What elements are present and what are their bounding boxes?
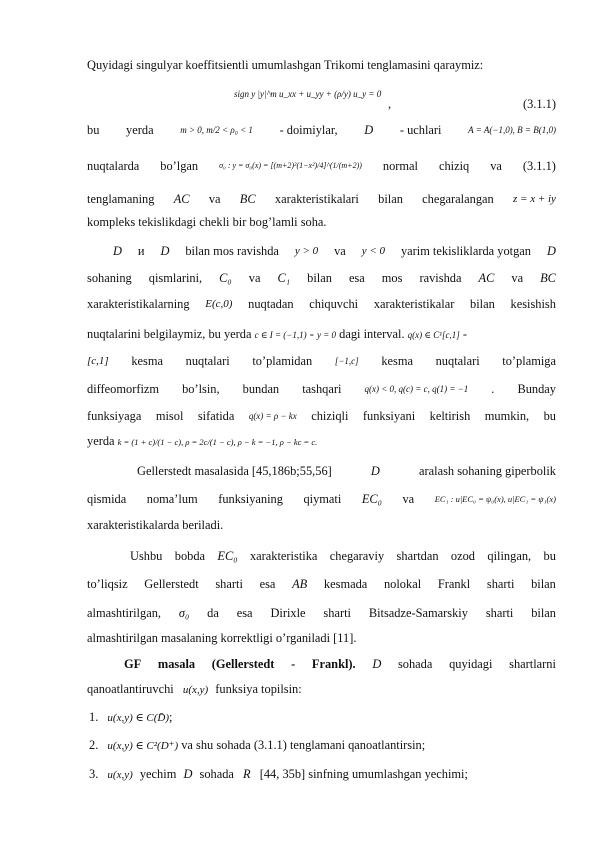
word: yerda bbox=[87, 434, 115, 448]
punctuation: ; bbox=[169, 710, 173, 724]
line-text: xarakteristikalarda beriladi. bbox=[87, 518, 224, 532]
text-line-16 bbox=[87, 491, 556, 507]
formula-interval-c-1: [c,1] bbox=[87, 355, 109, 367]
symbol-D: D bbox=[183, 767, 193, 781]
word: bilan bbox=[470, 297, 495, 311]
word: sharti bbox=[486, 577, 515, 591]
word: qismlarini, bbox=[148, 271, 203, 285]
word: funksiyaga bbox=[87, 409, 142, 423]
word: bilan bbox=[531, 606, 556, 620]
word: almashtirilgan, bbox=[87, 606, 161, 620]
word: diffeomorfizm bbox=[87, 382, 160, 396]
word: bilan bbox=[378, 192, 403, 206]
word: Gellerstedt bbox=[144, 577, 199, 591]
text-line-23 bbox=[87, 681, 556, 698]
line-text: almashtirilgan masalaning korrektligi o’rganiladi [11]. bbox=[87, 631, 357, 645]
period: . bbox=[491, 382, 495, 396]
word: kesma bbox=[381, 354, 413, 368]
text-line-20 bbox=[87, 605, 556, 621]
symbol-AB: AB bbox=[292, 577, 308, 591]
symbol-R: R bbox=[243, 767, 251, 781]
word: ravishda bbox=[419, 271, 462, 285]
word: Ushbu bbox=[130, 549, 163, 563]
formula-y-positive: y > 0 bbox=[294, 245, 319, 257]
word: xarakteristikalarning bbox=[87, 297, 190, 311]
text-line-15 bbox=[137, 463, 556, 479]
word: sifatida bbox=[197, 409, 235, 423]
word: Frankl bbox=[437, 577, 471, 591]
word: chegaralangan bbox=[422, 192, 494, 206]
symbol-EC0: EC₀ bbox=[217, 549, 238, 563]
symbol-D-minus: D bbox=[160, 244, 170, 258]
symbol-BC: BC bbox=[239, 192, 256, 206]
word: qanoatlantiruvchi bbox=[87, 682, 174, 696]
word: и bbox=[137, 244, 145, 258]
word: shartlarni bbox=[509, 657, 556, 671]
problem-title-word: (Gellerstedt bbox=[211, 657, 275, 671]
word: normal bbox=[382, 159, 418, 173]
symbol-BC: BC bbox=[540, 271, 556, 285]
formula-sigma0-curve: σ₀ : y = σ₀(x) = [(m+2)²(1−x²)/4]^(1/(m+2)) bbox=[219, 161, 362, 170]
word: to’plamiga bbox=[502, 354, 556, 368]
word: tenglamaning bbox=[87, 192, 155, 206]
word: kesishish bbox=[510, 297, 556, 311]
word: Gellerstedt masalasida [45,186b;55,56] bbox=[137, 464, 332, 478]
word: nuqtalarda bbox=[87, 159, 140, 173]
symbol-D: D bbox=[370, 464, 380, 478]
formula-y-negative: y < 0 bbox=[361, 245, 386, 257]
word: dagi interval. bbox=[339, 327, 405, 341]
symbol-D: D bbox=[372, 657, 382, 671]
text-line-14 bbox=[87, 433, 556, 450]
word: bu bbox=[543, 549, 556, 563]
word: bundan bbox=[242, 382, 280, 396]
symbol-C1: C₁ bbox=[277, 271, 291, 285]
symbol-D: D bbox=[546, 244, 556, 258]
word: yarim tekisliklarda yotgan bbox=[400, 244, 532, 258]
equation-3-1-1: sign y |y|^m u_xx + u_yy + (ρ/y) u_y = 0 bbox=[234, 89, 382, 99]
word: qiymati bbox=[303, 492, 342, 506]
item-number: 3. bbox=[89, 767, 99, 781]
equation-line bbox=[87, 89, 556, 111]
word: quyidagi bbox=[449, 657, 493, 671]
word: keltirish bbox=[429, 409, 471, 423]
word: xarakteristikalari bbox=[274, 192, 359, 206]
item-number: 2. bbox=[89, 738, 99, 752]
word: chiquvchi bbox=[309, 297, 359, 311]
word: chiziq bbox=[438, 159, 470, 173]
word: qismida bbox=[87, 492, 127, 506]
word: sohaning bbox=[87, 271, 132, 285]
formula-k-rho: k = (1 + c)/(1 − c), ρ = 2c/(1 − c), ρ − k = −1, ρ − kc = c. bbox=[117, 437, 318, 447]
formula-A-B-points: A = A(−1,0), B = B(1,0) bbox=[468, 125, 556, 135]
word: bilan mos ravishda bbox=[185, 244, 279, 258]
word: va bbox=[248, 271, 261, 285]
symbol-AC: AC bbox=[173, 192, 190, 206]
formula-q-linear: q(x) = ρ − kx bbox=[248, 411, 297, 421]
word: qilingan, bbox=[487, 549, 532, 563]
text-line-12 bbox=[87, 381, 556, 397]
intro-text: Quyidagi singulyar koeffitsientli umumlashgan Trikomi tenglamasini qaraymiz: bbox=[87, 58, 484, 72]
formula-y-zero: y = 0 bbox=[316, 330, 337, 340]
text-line-17 bbox=[87, 517, 556, 533]
word: aralash sohaning giperbolik bbox=[419, 464, 556, 478]
formula-interval-m1-c: [−1,c] bbox=[334, 356, 359, 366]
word: bo’lgan bbox=[160, 159, 199, 173]
word: - uchlari bbox=[399, 123, 442, 137]
symbol-D: D bbox=[364, 123, 374, 137]
equation-number: (3.1.1) bbox=[522, 97, 556, 111]
symbol-EC0: EC₀ bbox=[361, 492, 382, 506]
formula-point-E: E(c,0) bbox=[205, 298, 233, 310]
word: Bunday bbox=[517, 382, 556, 396]
word: sohada bbox=[199, 767, 234, 781]
word: sharti bbox=[323, 606, 351, 620]
symbol-sigma0: σ₀ bbox=[178, 606, 190, 620]
word: chiziqli bbox=[311, 409, 349, 423]
formula-q-class: q(x) ∈ C¹[c,1] bbox=[407, 330, 460, 340]
text-line-6 bbox=[87, 214, 556, 230]
text-line-4 bbox=[87, 158, 556, 174]
word: esa bbox=[259, 577, 276, 591]
word: to’liqsiz bbox=[87, 577, 128, 591]
word: mos bbox=[381, 271, 403, 285]
word: bobda bbox=[174, 549, 206, 563]
word: esa bbox=[348, 271, 365, 285]
word: - doimiylar, bbox=[279, 123, 338, 137]
word: nuqtadan bbox=[248, 297, 294, 311]
word: bu bbox=[87, 123, 100, 137]
text-line-7 bbox=[113, 243, 556, 259]
intro-line bbox=[87, 57, 556, 73]
text-line-9 bbox=[87, 296, 556, 312]
word: bo’lsin, bbox=[182, 382, 220, 396]
word: kesmada bbox=[323, 577, 368, 591]
dash: - bbox=[462, 327, 468, 341]
word: yechim bbox=[139, 767, 177, 781]
word: funksiyaning bbox=[218, 492, 283, 506]
item-number: 1. bbox=[89, 710, 99, 724]
text-line-18 bbox=[130, 548, 556, 564]
word: va bbox=[334, 244, 346, 258]
problem-title-word: Frankl). bbox=[311, 657, 356, 671]
condition-item-3 bbox=[89, 766, 558, 783]
word: bu bbox=[543, 409, 556, 423]
word: misol bbox=[155, 409, 184, 423]
formula-q-conditions: q(x) < 0, q(c) = c, q(1) = −1 bbox=[364, 384, 469, 394]
condition-item-2 bbox=[89, 737, 558, 754]
word: va shu sohada (3.1.1) tenglamani qanoatlantirsin; bbox=[181, 738, 426, 752]
condition-item-1 bbox=[89, 709, 558, 726]
word: kesma bbox=[131, 354, 163, 368]
equation-comma: , bbox=[388, 97, 392, 111]
formula-smoothness: u(x,y) ∈ C²(D⁺) bbox=[107, 740, 179, 752]
problem-title-dash: - bbox=[291, 657, 296, 671]
symbol-D-plus: D bbox=[113, 244, 122, 258]
word: Dirixle bbox=[270, 606, 306, 620]
text-line-19 bbox=[87, 576, 556, 592]
formula-z: z = x + iy bbox=[512, 193, 556, 205]
formula-c-interval: c ∈ I = (−1,1) bbox=[254, 330, 307, 340]
line-text: kompleks tekislikdagi chekli bir bog’lamli soha. bbox=[87, 215, 327, 229]
word: sharti bbox=[485, 606, 514, 620]
word: da bbox=[207, 606, 219, 620]
formula-boundary-values: EC₁ : u|EC₀ = ψ₀(x), u|EC₁ = ψ₁(x) bbox=[434, 494, 556, 504]
symbol-C0: C₀ bbox=[219, 271, 232, 285]
equation-reference: (3.1.1) bbox=[522, 159, 556, 173]
text-line-21 bbox=[87, 630, 556, 646]
word: noma’lum bbox=[146, 492, 198, 506]
word: nuqtalarini belgilaymiz, bu yerda bbox=[87, 327, 252, 341]
word: nuqtalari bbox=[435, 354, 480, 368]
word: Bitsadze-Samarskiy bbox=[368, 606, 468, 620]
word: chegaraviy bbox=[329, 549, 385, 563]
word: xarakteristika bbox=[249, 549, 318, 563]
word: esa bbox=[236, 606, 253, 620]
text-line-10 bbox=[87, 326, 556, 343]
word: [44, 35b] sinfning umumlashgan yechimi; bbox=[259, 767, 468, 781]
word: nuqtalari bbox=[185, 354, 230, 368]
formula-m-rho: m > 0, m/2 < ρ₀ < 1 bbox=[180, 125, 253, 135]
word: sharti bbox=[215, 577, 243, 591]
word: ozod bbox=[450, 549, 476, 563]
word: funksiyani bbox=[362, 409, 416, 423]
formula-continuity: u(x,y) ∈ C(D̄) bbox=[107, 712, 169, 724]
word: tashqari bbox=[302, 382, 342, 396]
formula-u: u(x,y) bbox=[182, 684, 209, 696]
word: va bbox=[511, 271, 524, 285]
word: xarakteristikalar bbox=[373, 297, 455, 311]
text-line-13 bbox=[87, 408, 556, 424]
word: to’plamidan bbox=[252, 354, 313, 368]
dash: - bbox=[309, 327, 314, 341]
symbol-AC: AC bbox=[478, 271, 495, 285]
text-line-8 bbox=[87, 270, 556, 286]
text-line-5 bbox=[87, 191, 556, 207]
word: yerda bbox=[126, 123, 154, 137]
word: sohada bbox=[397, 657, 433, 671]
word: funksiya topilsin: bbox=[215, 682, 302, 696]
text-line-3 bbox=[87, 122, 556, 138]
word: shartdan bbox=[396, 549, 439, 563]
text-line-11 bbox=[87, 353, 556, 369]
formula-u: u(x,y) bbox=[107, 769, 133, 781]
word: va bbox=[208, 192, 221, 206]
word: mumkin, bbox=[484, 409, 530, 423]
word: bilan bbox=[531, 577, 556, 591]
problem-title-gf: GF bbox=[124, 657, 142, 671]
problem-title-word: masala bbox=[157, 657, 196, 671]
text-line-22 bbox=[124, 656, 556, 672]
word: nolokal bbox=[383, 577, 422, 591]
word: va bbox=[490, 159, 502, 173]
word: bilan bbox=[307, 271, 332, 285]
word: va bbox=[402, 492, 415, 506]
